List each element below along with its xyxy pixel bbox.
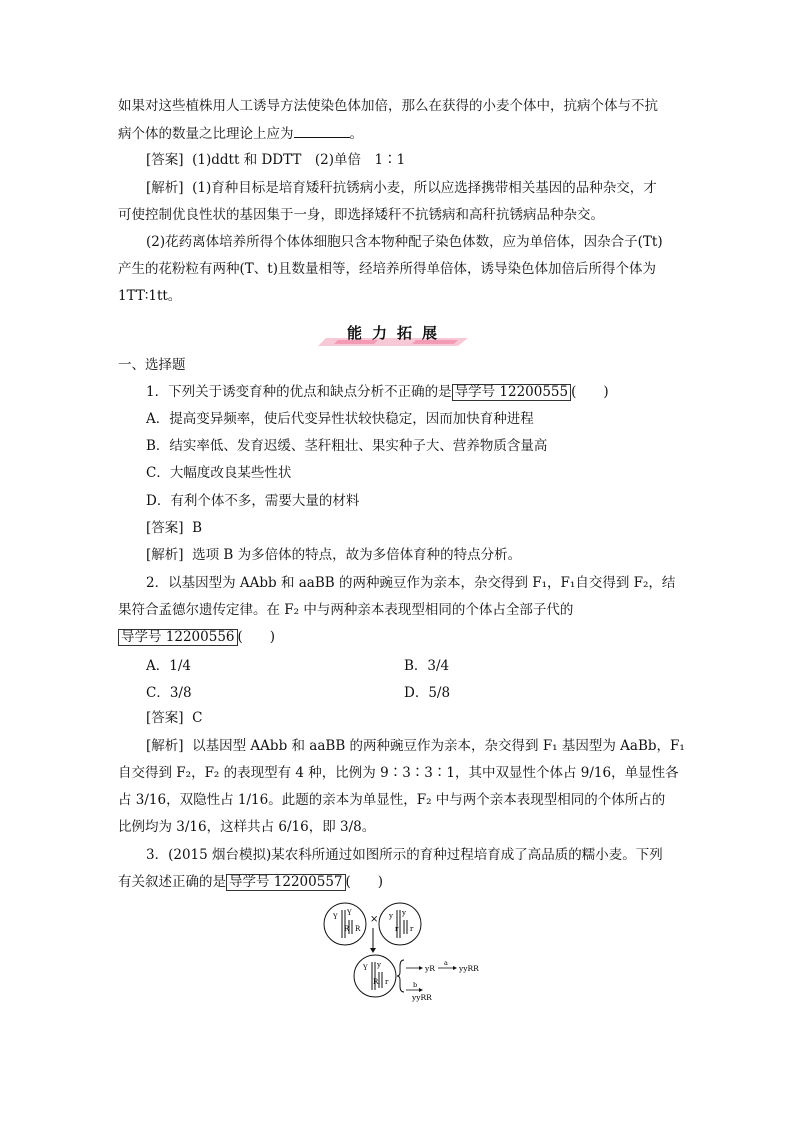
parent-1-gene-1: Y xyxy=(333,913,338,921)
q1-option-b: B．结实率低、发育迟缓、茎秆粗壮、果实种子大、营养物质含量高 xyxy=(146,438,548,454)
answer-tag: [答案] xyxy=(146,152,184,168)
q3-stem-text: 有关叙述正确的是 xyxy=(118,874,226,890)
q2-analysis-2: 自交得到 F₂，F₂ 的表现型有 4 种，比例为 9∶3∶3∶1，其中双显性个体占 9/16，单显性各 xyxy=(118,765,679,781)
analysis-1-text-1: (1)育种目标是培育矮秆抗锈病小麦，所以应选择携带相关基因的品种杂交，才 xyxy=(192,180,657,196)
q2-option-d: D．5/8 xyxy=(404,685,451,701)
parent-2-gene-3: r xyxy=(395,925,399,933)
q2-analysis-tag: [解析] xyxy=(146,738,184,754)
branch-brace xyxy=(397,960,404,992)
answer-blank[interactable] xyxy=(294,123,350,138)
analysis-1-line-4: 产生的花粉粒有两种(T、t)且数量相等，经培养所得单倍体，诱导染色体加倍后所得个体为 xyxy=(118,261,656,277)
branch-b-arrow-head xyxy=(419,988,423,992)
q2-analysis-text-1: 以基因型 AAbb 和 aaBB 的两种豌豆作为亲本，杂交得到 F₁ 基因型为 AaBb，F₁ xyxy=(192,738,685,754)
analysis-1-line-2: 可使控制优良性状的基因集于一身，即选择矮秆不抗锈病和高秆抗锈病品种杂交。 xyxy=(118,207,604,223)
analysis-1-line-1 xyxy=(146,178,657,198)
branch-a-intermediate: yR xyxy=(425,964,435,973)
parent-1-gene-4: R xyxy=(355,925,361,933)
analysis-1-line-5: 1TT∶1tt。 xyxy=(118,288,182,304)
q2-option-a: A．1/4 xyxy=(146,658,191,674)
f1-gene-3: R xyxy=(373,978,379,986)
branch-a-label: a xyxy=(444,959,448,967)
q3-stem-2 xyxy=(118,872,383,892)
q2-answer-tag: [答案] xyxy=(146,710,184,726)
q1-analysis-text: 选项 B 为多倍体的特点，故为多倍体育种的特点分析。 xyxy=(192,547,522,563)
q1-analysis-tag: [解析] xyxy=(146,547,184,563)
cross-arrow-head xyxy=(370,948,376,953)
f1-gene-4: r xyxy=(385,978,389,986)
q2-stem-3 xyxy=(118,627,275,647)
question-type-label: 一、选择题 xyxy=(118,357,186,373)
analysis-tag: [解析] xyxy=(146,180,184,196)
q1-option-c: C．大幅度改良某些性状 xyxy=(146,465,292,481)
breeding-diagram-svg xyxy=(320,902,500,1012)
q3-code-link[interactable]: 导学号 12200557 xyxy=(226,874,346,891)
q1-analysis xyxy=(146,545,521,565)
q2-analysis-1 xyxy=(146,736,685,756)
q1-answer-value: B xyxy=(192,520,203,536)
parent-1-gene-2: Y xyxy=(347,909,352,917)
q3-paren: ( ) xyxy=(345,874,384,890)
f1-gene-1: Y xyxy=(363,964,368,972)
section-banner xyxy=(318,322,476,348)
parent-1-gene-3: R xyxy=(344,925,350,933)
q2-analysis-4: 比例均为 3/16，这样共占 6/16，即 3/8。 xyxy=(118,819,376,835)
branch-a-result: yyRR xyxy=(459,964,479,973)
q2-answer-value: C xyxy=(192,710,203,726)
cross-symbol: × xyxy=(370,914,379,925)
q1-code-link[interactable]: 导学号 12200555 xyxy=(452,384,572,401)
analysis-1-line-3: (2)花药离体培养所得个体体细胞只含本物种配子染色体数，应为单倍体，因杂合子(Tt) xyxy=(146,234,663,250)
breeding-diagram xyxy=(320,902,500,1016)
q1-stem xyxy=(146,382,609,402)
answer-1 xyxy=(146,150,405,170)
q2-answer xyxy=(146,708,202,728)
q2-code-link[interactable]: 导学号 12200556 xyxy=(118,629,238,646)
q1-option-a: A．提高变异频率，使后代变异性状较快稳定，因而加快育种进程 xyxy=(146,411,534,427)
q3-stem-1: 3．(2015 烟台模拟)某农科所通过如图所示的育种过程培育成了高品质的糯小麦。下列 xyxy=(146,847,663,863)
f1-gene-2: y xyxy=(377,961,381,969)
q1-answer-tag: [答案] xyxy=(146,520,184,536)
parent-2-gene-2: y xyxy=(402,909,406,917)
q2-analysis-3: 占 3/16，双隐性占 1/16。此题的亲本为单显性，F₂ 中与两个亲本表现型相同的个体所占的 xyxy=(118,792,666,808)
branch-b-result: yyRR xyxy=(412,993,432,1002)
q2-option-b: B．3/4 xyxy=(404,658,450,674)
q1-stem-text: 1．下列关于诱变育种的优点和缺点分析不正确的是 xyxy=(146,384,452,400)
parent-2-gene-4: r xyxy=(410,925,414,933)
intro-line-2 xyxy=(118,123,363,144)
q1-paren: ( ) xyxy=(571,384,609,400)
section-title: 能力拓展 xyxy=(346,324,447,342)
intro-line-2-end: 。 xyxy=(349,126,363,142)
q2-option-c: C．3/8 xyxy=(146,685,192,701)
q2-paren: ( ) xyxy=(237,629,276,645)
answer-1-text: (1)ddtt 和 DDTT (2)单倍 1∶1 xyxy=(192,152,406,168)
q1-option-d: D．有利个体不多，需要大量的材料 xyxy=(146,493,360,509)
branch-b-label: b xyxy=(413,981,418,989)
parent-2-gene-1: y xyxy=(389,912,393,920)
intro-line-1: 如果对这些植株用人工诱导方法使染色体加倍，那么在获得的小麦个体中，抗病个体与不抗 xyxy=(118,98,658,114)
q1-answer xyxy=(146,518,202,538)
branch-a-arrow-2-head xyxy=(453,966,457,970)
q2-stem-1: 2．以基因型为 AAbb 和 aaBB 的两种豌豆作为亲本，杂交得到 F₁，F₁自交得到 F₂，结 xyxy=(146,575,676,591)
intro-line-2-text: 病个体的数量之比理论上应为 xyxy=(118,126,294,142)
branch-a-arrow-1-head xyxy=(419,966,423,970)
q2-stem-2: 果符合孟德尔遗传定律。在 F₂ 中与两种亲本表现型相同的个体占全部子代的 xyxy=(118,602,574,618)
